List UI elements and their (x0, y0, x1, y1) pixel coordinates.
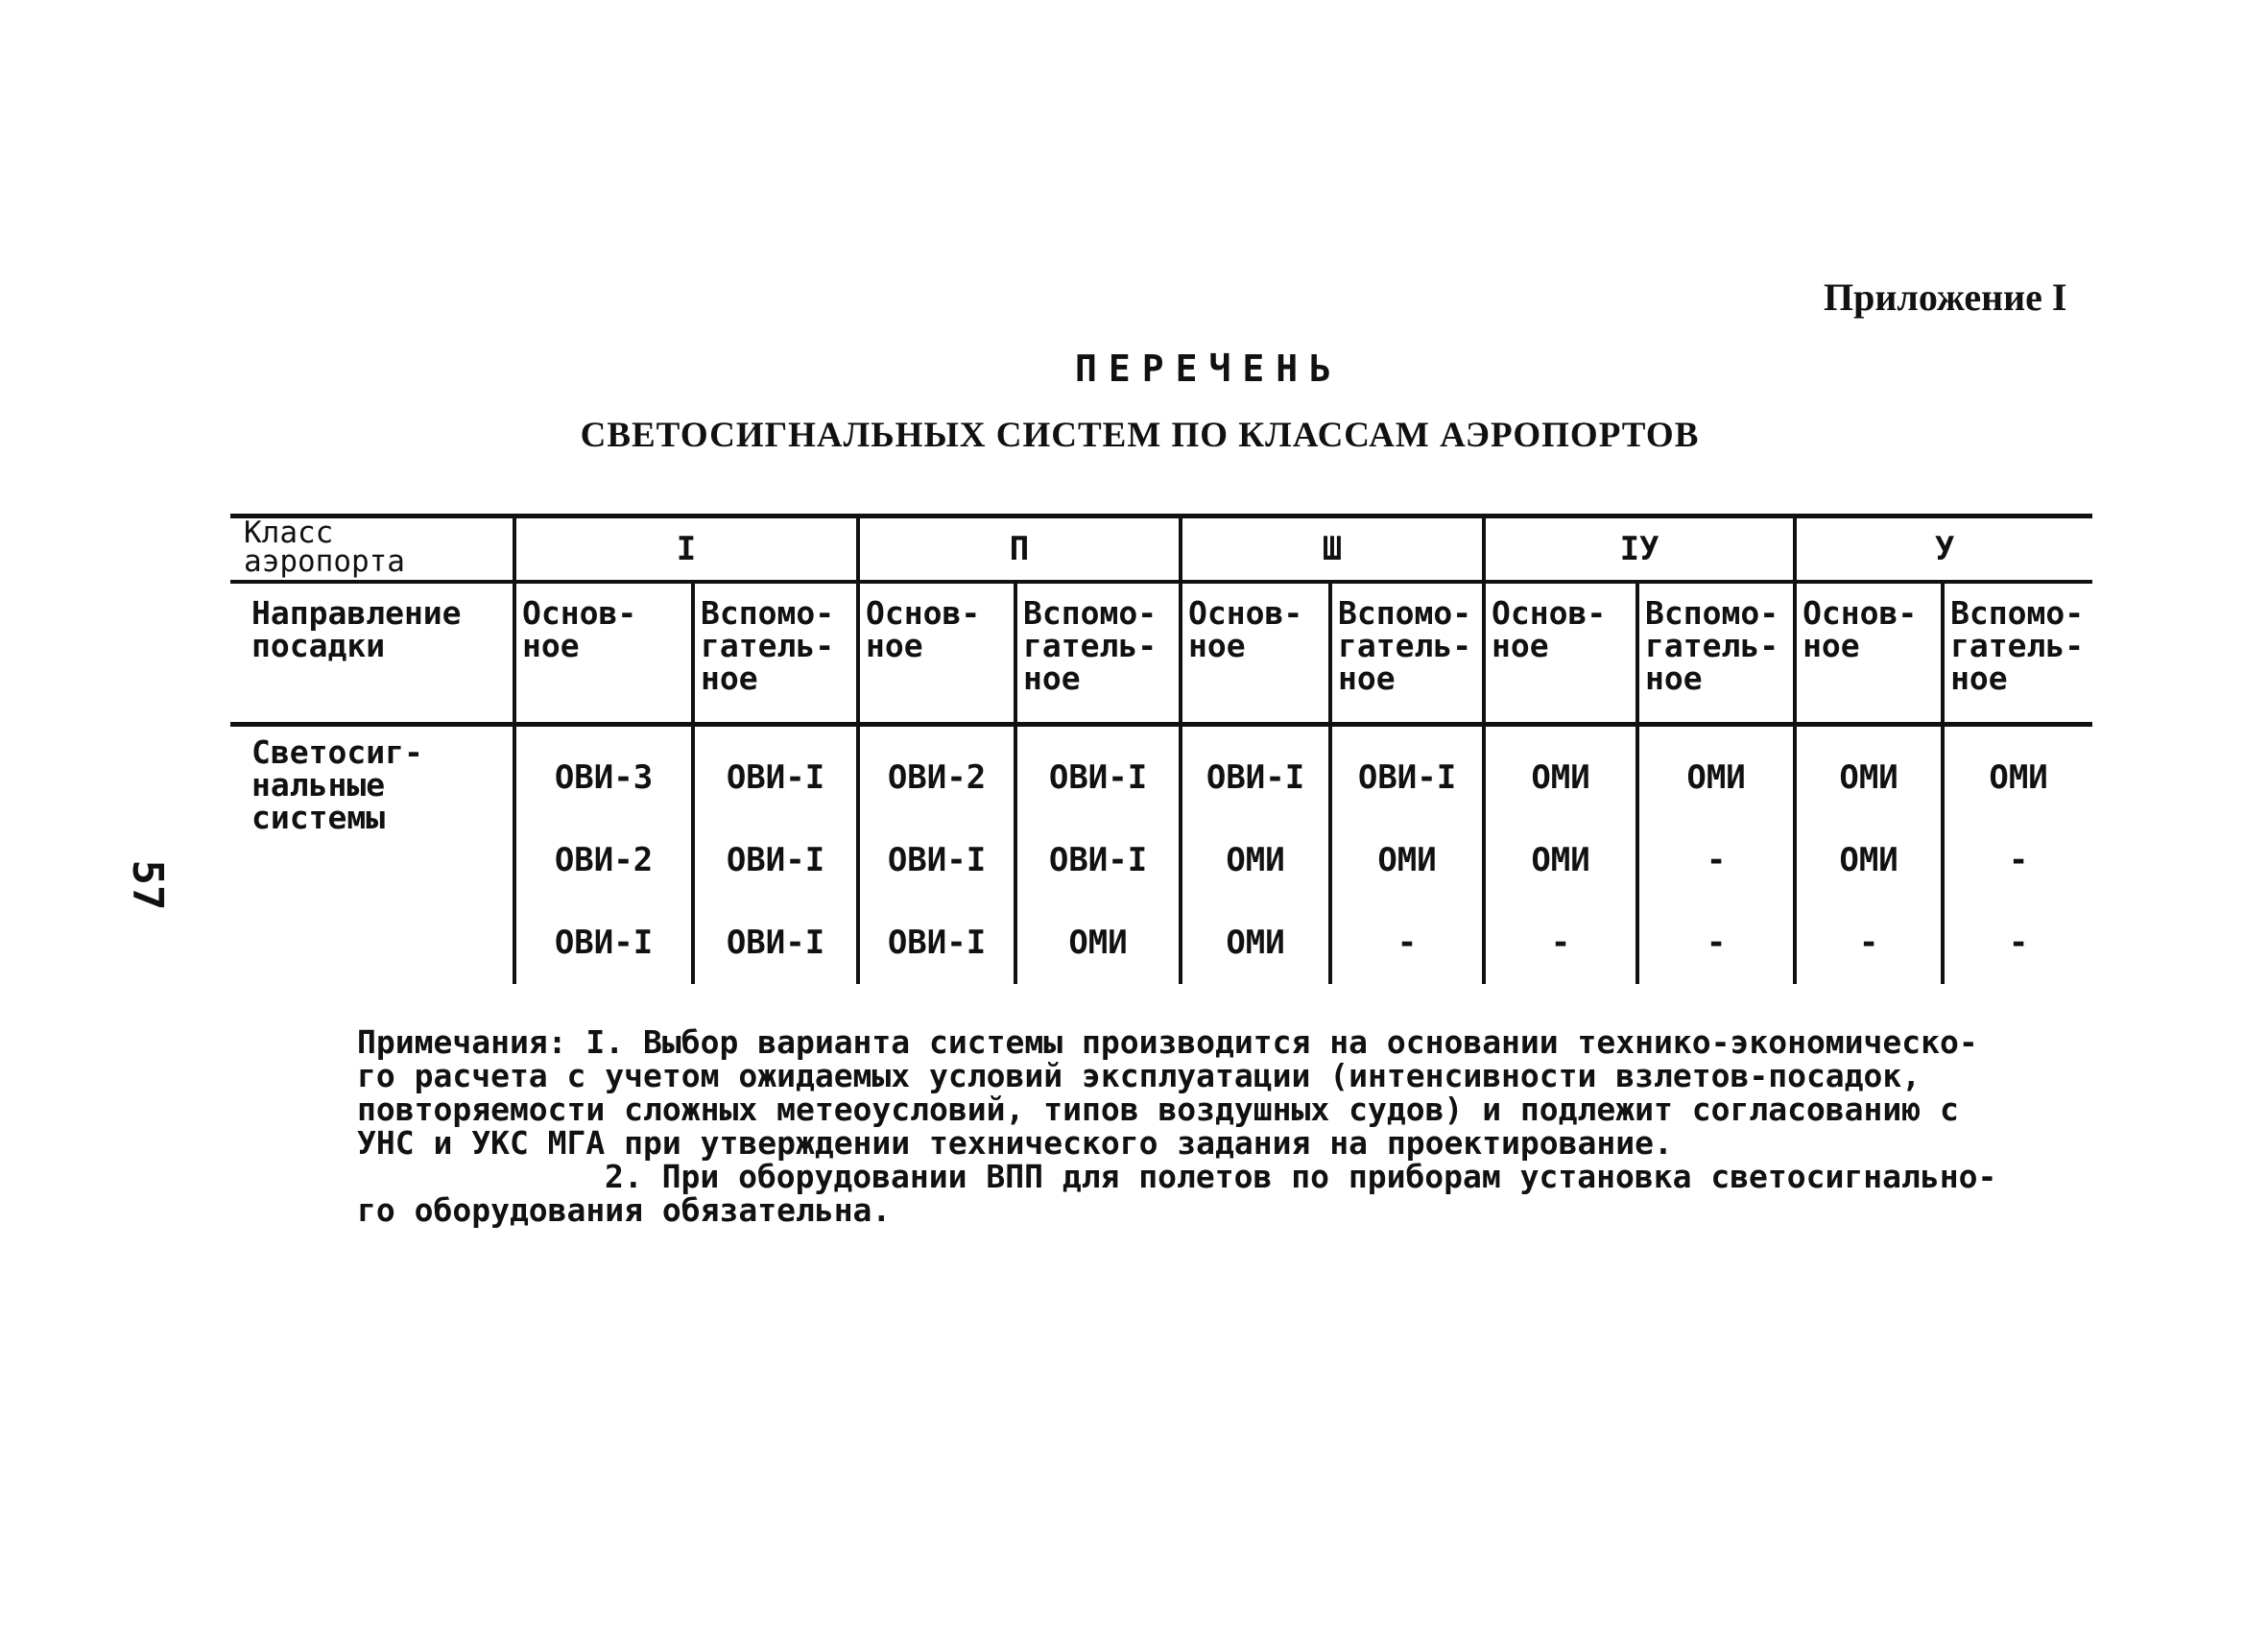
direction-cell: Основ- ное (858, 582, 1015, 725)
direction-cell: Основ- ное (1795, 582, 1943, 725)
system-cell: ОВИ-I (858, 819, 1015, 901)
direction-cell: Основ- ное (514, 582, 693, 725)
class-header-5: У (1795, 516, 2092, 583)
system-cell: ОМИ (1330, 819, 1484, 901)
direction-cell: Основ- ное (1484, 582, 1637, 725)
class-header-3: Ш (1181, 516, 1484, 583)
system-cell: - (1795, 901, 1943, 984)
page-number: 57 (123, 859, 172, 911)
system-cell: ОВИ-3 (514, 725, 693, 820)
appendix-label: Приложение I (1824, 276, 2067, 319)
system-cell: ОМИ (1181, 819, 1330, 901)
system-cell: ОМИ (1484, 819, 1637, 901)
document-title: ПЕРЕЧЕНЬ (1074, 348, 1344, 390)
system-cell: - (1484, 901, 1637, 984)
note-line: го расчета с учетом ожидаемых условий эксплуатации (интенсивности взлетов-посадок, (357, 1057, 1922, 1094)
system-cell: ОВИ-I (693, 819, 858, 901)
system-cell: - (1637, 819, 1795, 901)
direction-cell: Вспомо- гатель- ное (1637, 582, 1795, 725)
system-cell: - (1330, 901, 1484, 984)
note-line: Примечания: I. Выбор варианта системы производится на основании технико-экономическо- (357, 1023, 1978, 1061)
table-row-airport-class (230, 516, 2092, 583)
class-header-1: I (514, 516, 858, 583)
system-cell: ОВИ-2 (514, 819, 693, 901)
document-subtitle: СВЕТОСИГНАЛЬНЫХ СИСТЕМ ПО КЛАССАМ АЭРОПОРТОВ (580, 416, 1700, 455)
system-cell: ОВИ-I (514, 901, 693, 984)
note-line: УНС и УКС МГА при утверждении технического задания на проектирование. (357, 1124, 1673, 1162)
class-header-4: IУ (1484, 516, 1795, 583)
system-cell: ОВИ-I (693, 901, 858, 984)
header-airport-class: Класс аэропорта (230, 516, 514, 583)
direction-cell: Вспомо- гатель- ное (1330, 582, 1484, 725)
system-cell: ОМИ (1015, 901, 1181, 984)
system-cell: ОВИ-I (858, 901, 1015, 984)
light-systems-table (230, 514, 2092, 984)
note-line: повторяемости сложных метеоусловий, типов воздушных судов) и подлежит согласованию с (357, 1091, 1959, 1128)
system-cell: ОВИ-I (693, 725, 858, 820)
direction-cell: Вспомо- гатель- ное (1015, 582, 1181, 725)
system-cell: ОВИ-I (1330, 725, 1484, 820)
note-line: 2. При оборудовании ВПП для полетов по приборам установка светосигнально- (605, 1158, 1997, 1195)
table-row-landing-direction (230, 582, 2092, 725)
direction-cell: Вспомо- гатель- ное (693, 582, 858, 725)
header-light-systems: Светосиг- нальные системы (251, 733, 423, 836)
direction-cell: Основ- ное (1181, 582, 1330, 725)
notes-block (357, 1025, 2094, 1227)
system-cell: ОМИ (1637, 725, 1795, 820)
system-cell: ОМИ (1795, 725, 1943, 820)
system-cell: ОВИ-2 (858, 725, 1015, 820)
system-cell: - (1943, 819, 2092, 901)
system-cell: ОМИ (1795, 819, 1943, 901)
header-landing-direction: Направление посадки (230, 582, 514, 725)
class-header-2: П (858, 516, 1181, 583)
table-row-systems-1 (230, 725, 2092, 820)
system-cell: - (1637, 901, 1795, 984)
light-systems-table-container (230, 514, 2092, 984)
system-cell: - (1943, 901, 2092, 984)
system-cell: ОВИ-I (1015, 725, 1181, 820)
system-cell: ОВИ-I (1181, 725, 1330, 820)
direction-cell: Вспомо- гатель- ное (1943, 582, 2092, 725)
system-cell: ОМИ (1943, 725, 2092, 820)
system-cell: ОВИ-I (1015, 819, 1181, 901)
system-cell: ОМИ (1484, 725, 1637, 820)
system-cell: ОМИ (1181, 901, 1330, 984)
note-line: го оборудования обязательна. (357, 1191, 892, 1229)
